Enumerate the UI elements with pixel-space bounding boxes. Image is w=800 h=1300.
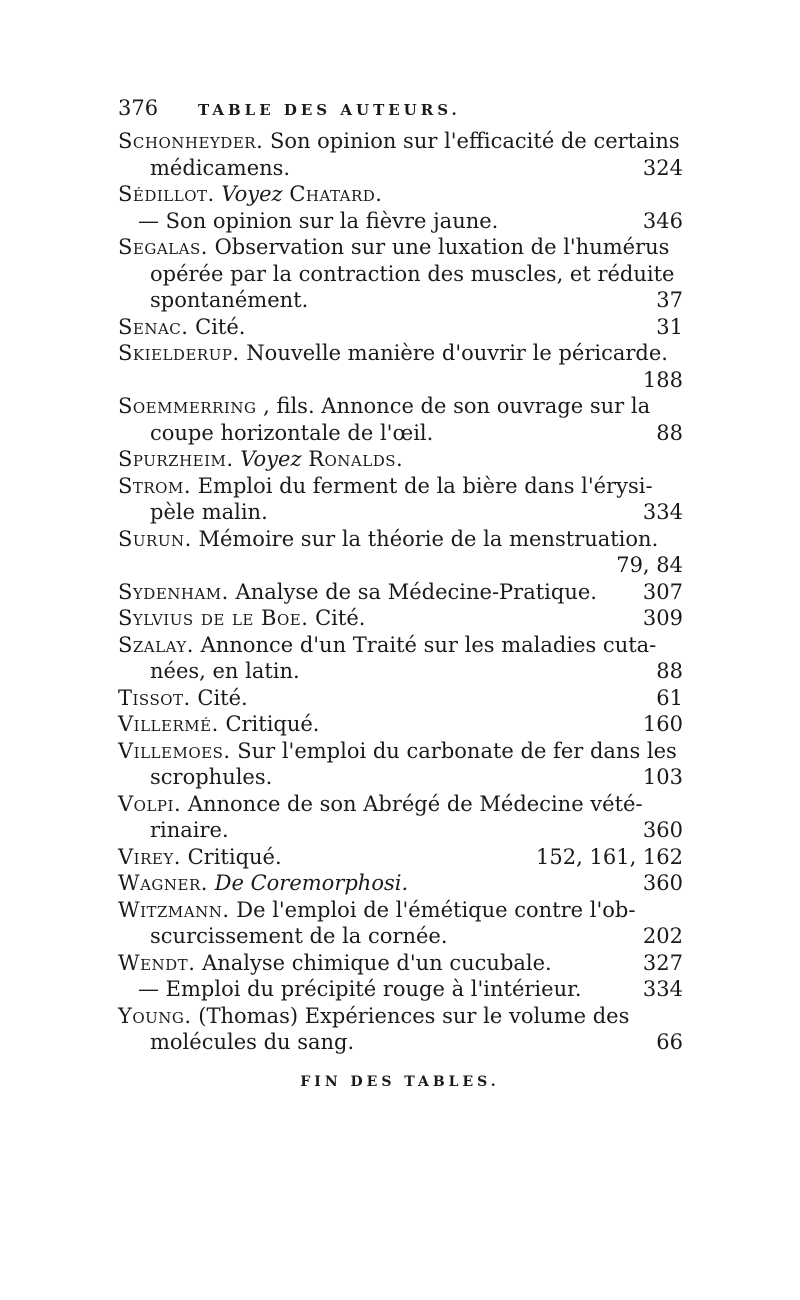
entry-text: Mémoire sur la théorie de la menstruation. — [198, 526, 659, 551]
index-entry — [118, 393, 683, 446]
entry-line — [118, 526, 683, 553]
entry-line — [118, 499, 683, 526]
page-reference: 88 — [656, 659, 683, 683]
author-name: Skielderup. — [118, 341, 240, 365]
entry-text: Cité. — [197, 685, 248, 710]
see-also-name: Chatard. — [289, 182, 383, 206]
author-name: Villemoes. — [118, 738, 231, 763]
entry-line — [118, 738, 683, 765]
entry-line — [118, 446, 683, 473]
author-name: Surun. — [118, 526, 192, 551]
see-also-name: Ronalds. — [308, 447, 404, 471]
page-reference: 160 — [642, 712, 683, 736]
author-name: Spurzheim. — [118, 447, 234, 471]
page-number: 376 — [118, 96, 159, 120]
author-name: Volpi. — [118, 791, 182, 816]
index-entry — [118, 181, 683, 208]
author-name: Wendt. — [118, 950, 196, 975]
index-entry — [118, 870, 683, 897]
running-header — [118, 96, 683, 126]
page-reference: 88 — [656, 420, 683, 445]
entry-line — [118, 1029, 683, 1056]
entry-line — [118, 181, 683, 208]
entry-text: scrophules. — [150, 765, 273, 789]
author-name: Witzmann. — [118, 897, 230, 922]
entry-line — [118, 685, 683, 712]
entry-text: Cité. — [195, 314, 246, 339]
index-entry — [118, 446, 683, 473]
page-reference: 360 — [642, 871, 683, 895]
entry-text: Observation sur une luxation de l'humérus — [214, 235, 670, 259]
entry-line — [118, 791, 683, 818]
entry-line — [118, 1003, 683, 1030]
index-entry — [118, 711, 683, 738]
entry-text: Critiqué. — [225, 712, 320, 736]
author-name: Tissot. — [118, 685, 191, 710]
index-page — [118, 96, 683, 1056]
page-reference: 152, 161, 162 — [536, 844, 683, 869]
entry-text: Nouvelle manière d'ouvrir le péricarde. — [246, 341, 668, 365]
index-entry — [118, 208, 683, 235]
entry-line — [118, 261, 683, 288]
author-name: Sylvius de le Boe. — [118, 606, 309, 630]
entry-text: — Son opinion sur la fièvre jaune. — [138, 208, 499, 233]
page-reference: 61 — [656, 685, 683, 710]
page-reference: 309 — [642, 606, 683, 630]
page-reference: 79, 84 — [616, 553, 683, 577]
entry-text: molécules du sang. — [150, 1030, 355, 1054]
page-reference: 327 — [642, 950, 683, 975]
entry-line — [118, 340, 683, 367]
index-entry — [118, 1003, 683, 1056]
entry-line — [118, 605, 683, 632]
page-reference: 324 — [642, 155, 683, 180]
page-reference: 334 — [642, 500, 683, 524]
entry-text: (Thomas) Expériences sur le volume des — [198, 1003, 630, 1028]
entry-text: Analyse chimique d'un cucubale. — [202, 950, 552, 975]
index-entry — [118, 844, 683, 871]
entry-line — [118, 923, 683, 950]
entry-line — [118, 579, 683, 606]
author-name: Schonheyder. — [118, 129, 264, 153]
author-name: Virey. — [118, 844, 181, 869]
entry-text: Son opinion sur l'efficacité de certains — [269, 129, 680, 153]
entry-line — [118, 632, 683, 659]
author-name: Young. — [118, 1003, 192, 1028]
page-reference: 334 — [642, 977, 683, 1001]
entry-line — [118, 420, 683, 447]
page-reference: 202 — [642, 924, 683, 948]
index-entry — [118, 632, 683, 685]
end-of-tables: FIN DES TABLES. — [300, 1074, 500, 1090]
entry-text: opérée par la contraction des muscles, et réduite — [150, 261, 675, 286]
entry-line — [118, 976, 683, 1003]
page-reference: 37 — [656, 288, 683, 312]
page-reference: 31 — [656, 314, 683, 339]
page-reference: 346 — [642, 208, 683, 233]
author-name: Segalas. — [118, 235, 208, 259]
entry-text: Critiqué. — [187, 844, 282, 869]
entry-text: Annonce d'un Traité sur les maladies cuta- — [200, 632, 657, 657]
author-name: Sédillot. — [118, 182, 215, 206]
author-index — [118, 128, 683, 1056]
entry-line — [118, 155, 683, 182]
page-reference: 103 — [642, 765, 683, 789]
author-name: Senac. — [118, 314, 189, 339]
entry-line — [118, 234, 683, 261]
entry-text: Analyse de sa Médecine-Pratique. — [235, 579, 597, 604]
author-name: Wagner. — [118, 871, 208, 895]
entry-text: scurcissement de la cornée. — [150, 924, 448, 948]
index-entry — [118, 340, 683, 393]
entry-text: médicamens. — [150, 155, 291, 180]
index-entry — [118, 950, 683, 977]
entry-line — [118, 287, 683, 314]
index-entry — [118, 314, 683, 341]
index-entry — [118, 526, 683, 579]
index-entry — [118, 128, 683, 181]
see-also-prefix: Voyez — [240, 447, 302, 471]
see-also-prefix: Voyez — [221, 182, 283, 206]
entry-line — [118, 473, 683, 500]
entry-text: rinaire. — [150, 818, 229, 842]
index-entry — [118, 897, 683, 950]
entry-line — [118, 897, 683, 924]
index-entry — [118, 605, 683, 632]
entry-text: De l'emploi de l'émétique contre l'ob- — [236, 897, 636, 922]
page-reference: 66 — [656, 1030, 683, 1054]
entry-line — [118, 764, 683, 791]
entry-line — [118, 711, 683, 738]
index-entry — [118, 976, 683, 1003]
entry-line — [118, 208, 683, 235]
entry-text: — Emploi du précipité rouge à l'intérieur. — [138, 977, 582, 1001]
entry-line — [118, 870, 683, 897]
index-entry — [118, 473, 683, 526]
author-name: Villermé. — [118, 712, 219, 736]
entry-line — [118, 817, 683, 844]
work-title: De Coremorphosi. — [214, 871, 409, 895]
author-name: Sydenham. — [118, 579, 229, 604]
entry-line — [118, 844, 683, 871]
page-reference: 188 — [642, 367, 683, 392]
entry-text: Sur l'emploi du carbonate de fer dans les — [237, 738, 677, 763]
entry-text: pèle malin. — [150, 500, 268, 524]
page-reference: 307 — [642, 579, 683, 604]
entry-line — [118, 128, 683, 155]
entry-text: , fils. Annonce de son ouvrage sur la — [263, 394, 651, 418]
index-entry — [118, 738, 683, 791]
entry-text: Annonce de son Abrégé de Médecine vété- — [187, 791, 643, 816]
running-title: TABLE DES AUTEURS. — [198, 101, 461, 119]
page-reference: 360 — [642, 818, 683, 842]
entry-line — [118, 314, 683, 341]
index-entry — [118, 579, 683, 606]
entry-text: nées, en latin. — [150, 659, 300, 683]
entry-line — [118, 950, 683, 977]
index-entry — [118, 791, 683, 844]
entry-text: Emploi du ferment de la bière dans l'érysi- — [197, 473, 653, 498]
index-entry — [118, 685, 683, 712]
author-name: Strom. — [118, 473, 192, 498]
entry-text: spontanément. — [150, 288, 309, 312]
author-name: Soemmerring — [118, 394, 257, 418]
index-entry — [118, 234, 683, 314]
entry-text: Cité. — [315, 606, 366, 630]
entry-text: coupe horizontale de l'œil. — [150, 420, 434, 445]
entry-line — [118, 658, 683, 685]
author-name: Szalay. — [118, 632, 194, 657]
entry-line — [118, 393, 683, 420]
